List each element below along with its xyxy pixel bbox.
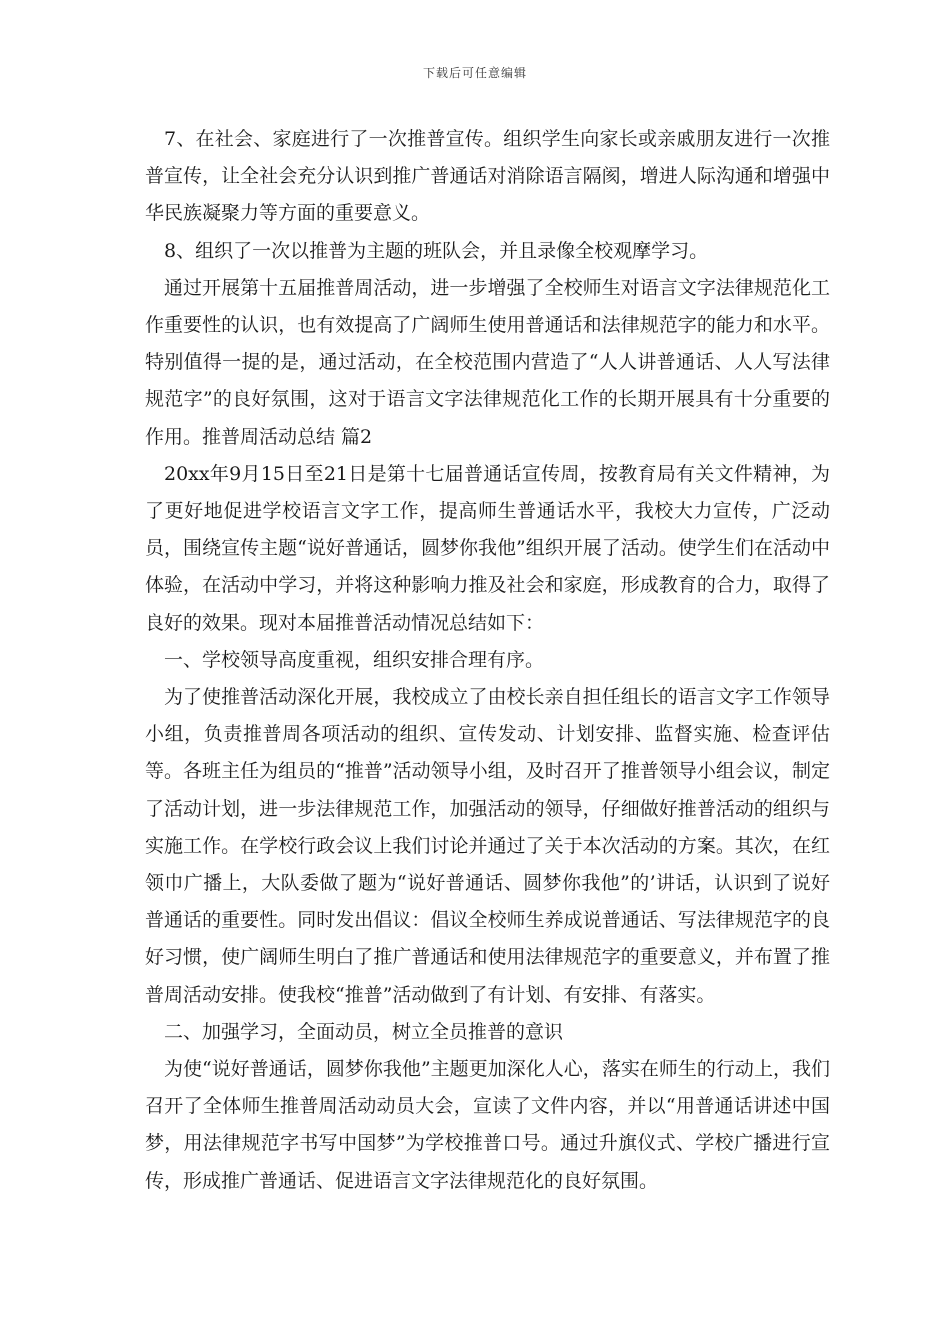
paragraph-section-2: 为使“说好普通话，圆梦你我他”主题更加深化人心，落实在师生的行动上，我们召开了全体师生推普周活动动员大会，宣读了文件内容，并以“用普通话讲述中国梦，用法律规范字书写中国梦”为学校推普口号。通过升旗仪式、学校广播进行宣传，形成推广普通话、促进语言文字法律规范化的良好氛围。 [145,1058,830,1192]
page-header: 下载后可任意编辑 [422,66,527,80]
section-heading-1: 一、学校领导高度重视，组织安排合理有序。 [164,648,545,671]
paragraph-section-1: 为了使推普活动深化开展，我校成立了由校长亲自担任组长的语言文字工作领导小组，负责推普周各项活动的组织、宣传发动、计划安排、监督实施、检查评估等。各班主任为组员的“推普”活动领导小组，及时召开了推普领导小组会议，制定了活动计划，进一步法律规范工作，加强活动的领导，仔细做好推普活动的组织与实施工作。在学校行政会议上我们讨论并通过了关于本次活动的方案。其次，在红领巾广播上，大队委做了题为“说好普通话、圆梦你我他”的’讲话，认识到了说好普通话的重要性。同时发出倡议：倡议全校师生养成说普通话、写法律规范字的良好习惯，使广阔师生明白了推广普通话和使用法律规范字的重要意义，并布置了推普周活动安排。使我校“推普”活动做到了有计划、有安排、有落实。 [145,686,830,1006]
paragraph-item-7: 7、在社会、家庭进行了一次推普宣传。组织学生向家长或亲戚朋友进行一次推普宣传，让全社会充分认识到推广普通话对消除语言隔阂，增进人际沟通和增强中华民族凝聚力等方面的重要意义。 [145,128,830,225]
paragraph-summary: 通过开展第十五届推普周活动，进一步增强了全校师生对语言文字法律规范化工作重要性的认识，也有效提高了广阔师生使用普通话和法律规范字的能力和水平。特别值得一提的是，通过活动，在全校范围内营造了“人人讲普通话、人人写法律规范字”的良好氛围，这对于语言文字法律规范化工作的长期开展具有十分重要的作用。推普周活动总结 篇2 [145,276,830,448]
document-body [145,121,830,1200]
section-heading-2: 二、加强学习，全面动员，树立全员推普的意识 [164,1020,564,1043]
paragraph-intro: 20xx年9月15日至21日是第十七届普通话宣传周，按教育局有关文件精神，为了更好地促进学校语言文字工作，提高师生普通话水平，我校大力宣传，广泛动员，围绕宣传主题“说好普通话，圆梦你我他”组织开展了活动。使学生们在活动中体验，在活动中学习，并将这种影响力推及社会和家庭，形成教育的合力，取得了良好的效果。现对本届推普活动情况总结如下： [145,462,830,634]
paragraph-item-8: 8、组织了一次以推普为主题的班队会，并且录像全校观摩学习。 [164,239,709,262]
